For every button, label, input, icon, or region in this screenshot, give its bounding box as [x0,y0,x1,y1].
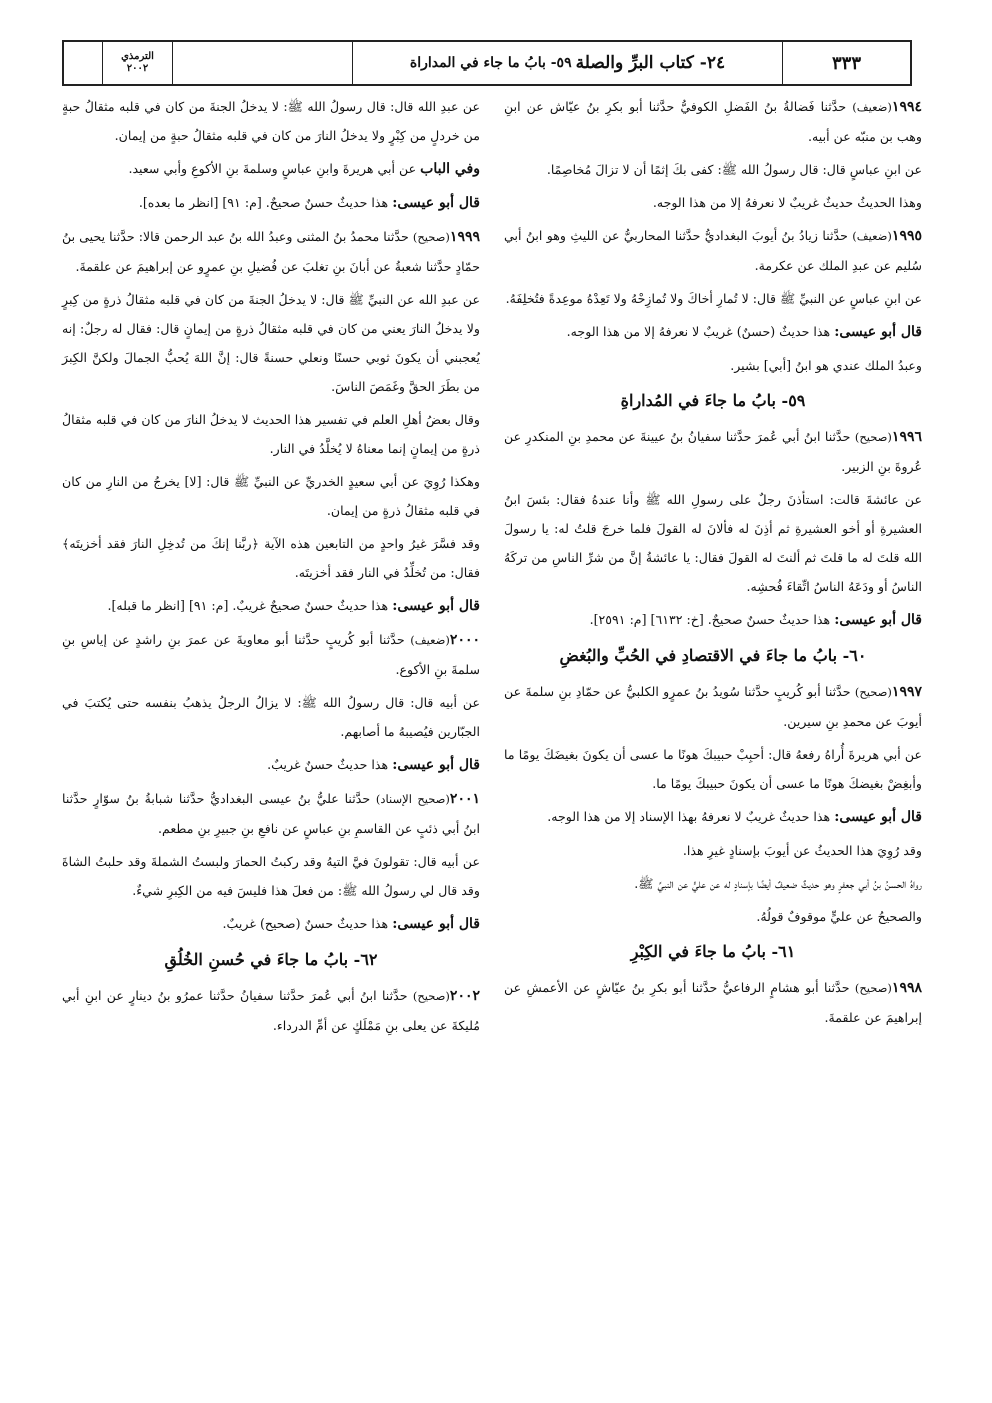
chapter-heading: ٦٢- بابُ ما جاءَ في حُسنِ الخُلُقِ [164,950,378,969]
hadith-number: ١٩٩٥ [891,228,922,244]
abu-isa-note [62,188,480,218]
text-paragraph: وقال بعضُ أهلِ العلم في تفسير هذا الحديث لا يدخلُ النارَ من كان في قلبه مثقالُ ذرةٍ من إيمانٍ إنما معناهُ لا يُخلَّدُ في النار. [62,412,480,456]
hadith-number: ١٩٩٧ [891,684,922,700]
abu-isa-note [62,909,480,939]
abu-isa-note [62,591,480,621]
hadith-grade: (صحيح) [854,685,892,699]
running-title [352,42,782,84]
wafi-al-bab-note [62,154,480,184]
hadith-number: ١٩٩٨ [891,980,922,996]
page-header [62,40,912,86]
text-paragraph: وهذا الحديثُ حديثٌ غريبٌ لا نعرفهُ إلا من هذا الوجه. [652,195,922,210]
abu-isa-text: هذا حديثٌ غريبٌ لا نعرفهُ بهذا الإسناد إلا من هذا الوجه. [547,809,835,824]
hadith-number: ١٩٩٦ [891,429,922,445]
text-paragraph: وعبدُ الملك عندي هو ابنُ [أبي] بشير. [730,358,922,373]
text-paragraph: عن أبيه قال: قال رسولُ الله ﷺ: لا يزالُ الرجلُ يذهبُ بنفسه حتى يُكتبَ في الجبّارين فيُصيبهُ ما أصابهم. [62,695,480,739]
hadith-number: ١٩٩٤ [891,99,922,115]
text-paragraph: وقد رُوِيَ هذا الحديثُ عن أيوبَ بإسنادٍ غيرِ هذا. [682,843,922,858]
hadith-paragraph [62,784,480,843]
text-paragraph: رواهُ الحسنُ بنُ أبي جعفرٍ وهو حديثٌ ضعيفٌ أيضًا بإسنادٍ له عن عليٍّ عن النبيِّ ﷺ. [634,876,922,891]
text-paragraph: وهكذا رُوِيَ عن أبي سعيدٍ الخدريِّ عن النبيِّ ﷺ قال: [لا] يخرجُ من النارِ من كان في قلبه مثقالُ ذرةٍ من إيمان. [62,474,480,518]
abu-isa-note [504,317,922,347]
text-paragraph: عن ابنِ عباسٍ عن النبيِّ ﷺ قال: لا تُمارِ أخاكَ ولا تُمازِحْهُ ولا تَعِدْهُ موعِدةً فتُخلِفَهُ. [505,291,922,306]
text-paragraph: وقد فسَّرَ غيرُ واحدٍ من التابعين هذه الآية ﴿ربَّنا إنكَ من تُدخِلِ النارَ فقد أخزيتَه﴾ فقال: من تُخلِّدُ في النار فقد أخزيتَه. [62,536,480,580]
text-paragraph: عن عبدِ الله عن النبيِّ ﷺ قال: لا يدخلُ الجنةَ من كان في قلبه مثقالُ ذرةٍ من كِبرٍ ولا يدخلُ النارَ يعني من كان في قلبه مثقالُ ذرةٍ من إيمانٍ قال: فقال له رجلٌ: إنه يُعجبني أن يكونَ ثوبي حسنًا ونعلي حسنةً قال: إنَّ اللهَ يُحبُّ الجمالَ ولكنَّ الكِبرَ من بطَرَ الحقَّ وغَمَصَ الناسَ. [62,292,480,394]
abu-isa-label: قال أبو عيسى: [834,612,922,628]
abu-isa-label: قال أبو عيسى: [834,809,922,825]
text-paragraph: عن عائشةَ قالت: استأذنَ رجلٌ على رسولِ الله ﷺ وأنا عندهُ فقال: بئسَ ابنُ العشيرةِ أو أخو العشيرةِ ثم أذِنَ له فألانَ له القولَ فلما خرجَ قلتُ له: يا رسولَ الله قلتَ له ما قلتَ ثم ألنتَ له القولَ فقال: يا عائشةُ إنَّ من شرِّ الناسِ من تركَهُ الناسُ أو ودَعَهُ الناسُ اتِّقاءَ فُحشِه. [504,492,922,594]
reference-number: ٢٠٠٢ [126,63,149,74]
text-paragraph: عن أبيه قال: تقولونَ فيَّ التيهُ وقد ركبتُ الحمارَ ولبستُ الشملةَ وقد حلبتُ الشاةَ وقد قال لي رسولُ الله ﷺ: من فعلَ هذا فليسَ فيه من الكِبرِ شيءٌ. [62,854,480,898]
hadith-paragraph [504,973,922,1032]
hadith-text: حدَّثنا ابنُ أبي عُمرَ حدَّثنا سفيانُ بنُ عيينةَ عن محمدِ بنِ المنكدرِ عن عُروةَ بنِ الزبير. [504,429,922,474]
hadith-grade: (صحيح) [854,981,892,995]
text-paragraph: عن أبي هريرةَ أُراهُ رفعهُ قال: أحبِبْ حبيبكَ هونًا ما عسى أن يكونَ بغيضَكَ يومًا ما وأبغِضْ بغيضكَ هونًا ما عسى أن يكونَ حبيبكَ يومًا ما. [504,747,922,791]
wafi-label: وفي الباب [420,161,480,177]
chapter-heading: ٦١- بابُ ما جاءَ في الكِبْرِ [630,942,796,961]
abu-isa-label: قال أبو عيسى: [392,598,480,614]
hadith-number: ٢٠٠١ [449,791,480,807]
text-paragraph: عن عبدِ الله قال: قال رسولُ الله ﷺ: لا يدخلُ الجنةَ من كان في قلبه مثقالُ حبةٍ من خردلٍ من كِبْرٍ ولا يدخلُ النارَ من كان في قلبه مثقالُ حبةٍ من إيمان. [62,99,480,143]
hadith-paragraph [504,677,922,736]
hadith-number: ٢٠٠٢ [449,988,480,1004]
abu-isa-text: هذا حديثٌ حسنٌ (صحيح) غريبٌ. [222,916,393,931]
hadith-text: حدَّثنا فَضالةُ بنُ الفَضلِ الكوفيُّ حدَّثنا أبو بكرِ بنُ عيّاش عن ابنِ وهب بن منبّه عن أبيه. [504,99,922,144]
abu-isa-text: هذا حديثٌ حسنٌ غريبٌ. [267,757,393,772]
hadith-paragraph [62,222,480,281]
hadith-grade: (صحيح) [412,230,450,244]
abu-isa-label: قال أبو عيسى: [834,324,922,340]
hadith-grade: (ضعيف) [852,100,892,114]
hadith-paragraph [504,221,922,280]
right-column [504,92,922,1036]
header-blank-cell [172,42,352,84]
chapter-title: ٥٩- بابُ ما جاء في المداراة [409,55,572,71]
abu-isa-label: قال أبو عيسى: [392,916,480,932]
abu-isa-label: قال أبو عيسى: [392,195,480,211]
abu-isa-note [504,802,922,832]
hadith-grade: (صحيح الإسناد) [375,792,450,806]
wafi-text: عن أبي هريرةَ وابنِ عباسٍ وسلمةَ بنِ الأكوعِ وأبي سعيد. [128,161,421,176]
text-paragraph: عن ابنِ عباسٍ قال: قال رسولُ الله ﷺ: كفى بكَ إثمًا أن لا تزالَ مُخاصِمًا. [546,162,922,177]
abu-isa-text: هذا حديثٌ (حسنٌ) غريبٌ لا نعرفهُ إلا من هذا الوجه. [566,324,835,339]
hadith-text: حدَّثنا أبو كُريبٍ حدَّثنا أبو معاويةَ عن عمرَ بنِ راشدٍ عن إياسِ بنِ سلمةَ بنِ الأكوع. [62,632,480,677]
reference-box [102,42,172,84]
hadith-text: حدَّثنا أبو هشامٍ الرفاعيُّ حدَّثنا أبو بكرِ بنُ عيّاشٍ عن الأعمشِ عن إبراهيمَ عن علقمةَ. [504,980,922,1025]
hadith-grade: (صحيح) [412,989,450,1003]
hadith-number: ١٩٩٩ [449,229,480,245]
reference-label: الترمذي [121,51,154,62]
abu-isa-label: قال أبو عيسى: [392,757,480,773]
hadith-paragraph [62,625,480,684]
abu-isa-text: هذا حديثٌ حسنٌ صحيحٌ غريبٌ. [م: ٩١] [انظر ما قبله]. [107,598,393,613]
page-number: ٣٣٣ [782,42,910,84]
text-paragraph: والصحيحُ عن عليٍّ موقوفٌ قولُهُ. [756,909,922,924]
abu-isa-note [504,605,922,635]
hadith-paragraph [504,92,922,151]
chapter-heading: ٦٠- بابُ ما جاءَ في الاقتصادِ في الحُبِّ والبُغضِ [559,646,867,665]
hadith-paragraph [62,981,480,1040]
header-end-cell [64,42,102,84]
book-title: ٢٤- كتاب البرِّ والصلة [575,53,726,73]
hadith-text: حدَّثنا عليُّ بنُ عيسى البغداديُّ حدَّثنا شبابةُ بنُ سوّارٍ حدَّثنا ابنُ أبي ذئبٍ عن القاسمِ بنِ عباسٍ عن نافعِ بنِ جبيرِ بنِ مطعم. [62,791,480,836]
hadith-grade: (صحيح) [854,430,892,444]
hadith-text: حدَّثنا أبو كُريبٍ حدَّثنا سُويدُ بنُ عمرٍو الكلبيُّ عن حمّادِ بنِ سلمةَ عن أيوبَ عن محمدِ بنِ سيرين. [504,684,922,729]
abu-isa-text: هذا حديثٌ حسنٌ صحيحٌ. [م: ٩١] [انظر ما بعده]. [138,195,393,210]
left-column [62,92,480,1044]
hadith-text: حدَّثنا محمدُ بنُ المثنى وعبدُ الله بنُ عبد الرحمن قالا: حدَّثنا يحيى بنُ حمّادٍ حدَّثنا شعبةُ عن أبانَ بنِ تغلبَ عن فُضيلِ بنِ عمرٍو عن إبراهيمَ عن علقمةَ. [62,229,480,274]
hadith-grade: (ضعيف) [852,229,892,243]
abu-isa-text: هذا حديثٌ حسنٌ صحيحٌ. [خ: ٦١٣٢] [م: ٢٥٩١]. [589,612,835,627]
hadith-grade: (ضعيف) [410,633,450,647]
hadith-text: حدَّثنا ابنُ أبي عُمرَ حدَّثنا سفيانُ حدَّثنا عمرُو بنُ دينارٍ عن ابنِ أبي مُليكةَ عن يعلى بنِ مَمْلَكٍ عن أمِّ الدرداء. [62,988,480,1033]
hadith-number: ٢٠٠٠ [449,632,480,648]
abu-isa-note [62,750,480,780]
chapter-heading: ٥٩- بابُ ما جاءَ في المُداراةِ [620,391,806,410]
hadith-text: حدَّثنا زيادُ بنُ أيوبَ البغداديُّ حدَّثنا المحاربيُّ عن الليثِ وهو ابنُ أبي سُليم عن عبدِ الملك عن عكرمة. [504,228,922,273]
hadith-paragraph [504,422,922,481]
